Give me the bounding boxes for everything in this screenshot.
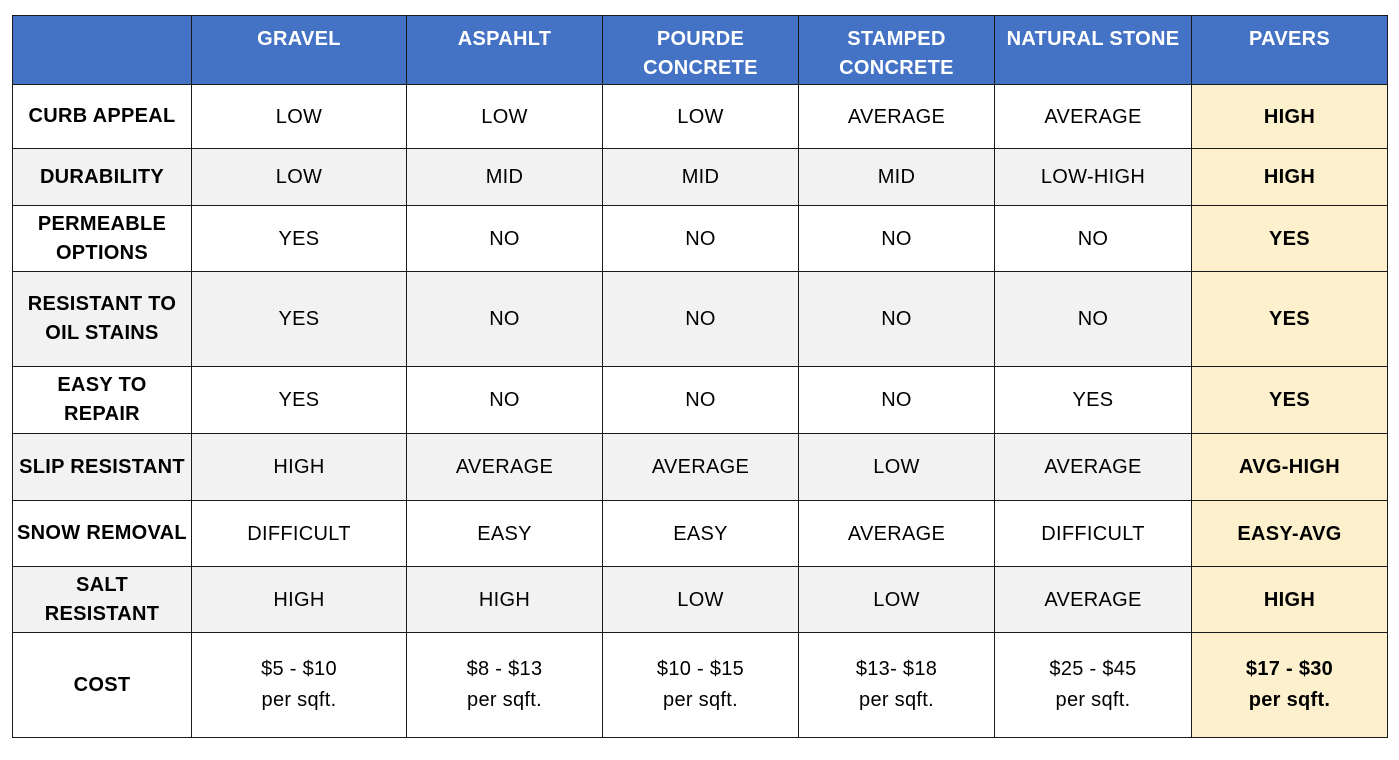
pavers-highlight-cell: HIGH: [1192, 149, 1388, 206]
row-label: SNOW REMOVAL: [13, 501, 192, 567]
table-row-easy-to-repair: [13, 367, 1388, 434]
cost-range: $8 - $13: [466, 658, 543, 680]
table-cell: YES: [192, 367, 407, 434]
cost-range: $17 - $30: [1245, 658, 1334, 680]
table-cell: MID: [603, 149, 799, 206]
table-cell: AVERAGE: [995, 567, 1192, 633]
table-cell: LOW-HIGH: [995, 149, 1192, 206]
cost-unit: per sqft.: [1248, 689, 1331, 711]
header-pavers: PAVERS: [1192, 16, 1388, 85]
header-asphalt: ASPAHLT: [407, 16, 603, 85]
cost-unit: per sqft.: [261, 689, 337, 711]
pavers-highlight-cell: HIGH: [1192, 567, 1388, 633]
pavers-cost-highlight-cell: [1192, 633, 1388, 738]
table-cell: LOW: [799, 567, 995, 633]
pavers-highlight-cell: EASY-AVG: [1192, 501, 1388, 567]
pavers-highlight-cell: YES: [1192, 367, 1388, 434]
table-cell: NO: [603, 272, 799, 367]
cost-unit: per sqft.: [467, 689, 542, 711]
table-cell: LOW: [192, 149, 407, 206]
table-cell: AVERAGE: [603, 434, 799, 501]
header-gravel: GRAVEL: [192, 16, 407, 85]
comparison-table-wrapper: [12, 15, 1388, 738]
cost-range: $10 - $15: [656, 658, 745, 680]
table-cell: NO: [799, 367, 995, 434]
pavers-highlight-cell: YES: [1192, 206, 1388, 272]
row-label: RESISTANT TO OIL STAINS: [13, 272, 192, 367]
row-label: COST: [13, 633, 192, 738]
table-row-cost: [13, 633, 1388, 738]
table-cell: NO: [799, 272, 995, 367]
cost-cell: [407, 633, 603, 738]
table-cell: NO: [407, 367, 603, 434]
table-cell: AVERAGE: [995, 434, 1192, 501]
cost-unit: per sqft.: [859, 689, 934, 711]
table-cell: NO: [603, 206, 799, 272]
row-label: DURABILITY: [13, 149, 192, 206]
table-cell: LOW: [603, 567, 799, 633]
table-cell: HIGH: [192, 567, 407, 633]
table-cell: AVERAGE: [799, 85, 995, 149]
driveway-material-comparison-table: [12, 15, 1388, 738]
header-natural-stone: NATURAL STONE: [995, 16, 1192, 85]
pavers-highlight-cell: HIGH: [1192, 85, 1388, 149]
table-cell: HIGH: [407, 567, 603, 633]
table-row-oil-stains: [13, 272, 1388, 367]
table-cell: LOW: [192, 85, 407, 149]
table-row-curb-appeal: [13, 85, 1388, 149]
row-label: SLIP RESISTANT: [13, 434, 192, 501]
header-poured-concrete: POURDE CONCRETE: [603, 16, 799, 85]
table-cell: YES: [995, 367, 1192, 434]
row-label: SALT RESISTANT: [13, 567, 192, 633]
table-cell: MID: [799, 149, 995, 206]
table-cell: YES: [192, 206, 407, 272]
cost-unit: per sqft.: [1055, 689, 1131, 711]
table-cell: HIGH: [192, 434, 407, 501]
table-row-snow-removal: [13, 501, 1388, 567]
cost-range: $5 - $10: [261, 658, 337, 680]
table-cell: LOW: [603, 85, 799, 149]
pavers-highlight-cell: YES: [1192, 272, 1388, 367]
pavers-highlight-cell: AVG-HIGH: [1192, 434, 1388, 501]
header-corner-cell: [13, 16, 192, 85]
table-cell: EASY: [407, 501, 603, 567]
row-label: EASY TO REPAIR: [13, 367, 192, 434]
table-cell: NO: [799, 206, 995, 272]
cost-unit: per sqft.: [663, 689, 738, 711]
header-stamped-concrete: STAMPED CONCRETE: [799, 16, 995, 85]
table-row-permeable-options: [13, 206, 1388, 272]
table-cell: NO: [995, 206, 1192, 272]
table-cell: LOW: [799, 434, 995, 501]
cost-cell: [799, 633, 995, 738]
table-cell: NO: [407, 272, 603, 367]
table-cell: NO: [995, 272, 1192, 367]
cost-range: $25 - $45: [1049, 658, 1137, 680]
table-cell: AVERAGE: [407, 434, 603, 501]
cost-cell: [995, 633, 1192, 738]
header-row: [13, 16, 1388, 85]
table-cell: MID: [407, 149, 603, 206]
row-label: CURB APPEAL: [13, 85, 192, 149]
table-row-salt-resistant: [13, 567, 1388, 633]
cost-cell: [192, 633, 407, 738]
cost-cell: [603, 633, 799, 738]
table-row-durability: [13, 149, 1388, 206]
table-row-slip-resistant: [13, 434, 1388, 501]
table-cell: LOW: [407, 85, 603, 149]
table-cell: EASY: [603, 501, 799, 567]
table-cell: AVERAGE: [995, 85, 1192, 149]
row-label: PERMEABLE OPTIONS: [13, 206, 192, 272]
table-cell: AVERAGE: [799, 501, 995, 567]
table-cell: DIFFICULT: [192, 501, 407, 567]
table-cell: NO: [407, 206, 603, 272]
table-cell: YES: [192, 272, 407, 367]
table-cell: DIFFICULT: [995, 501, 1192, 567]
cost-range: $13- $18: [855, 658, 938, 680]
table-cell: NO: [603, 367, 799, 434]
